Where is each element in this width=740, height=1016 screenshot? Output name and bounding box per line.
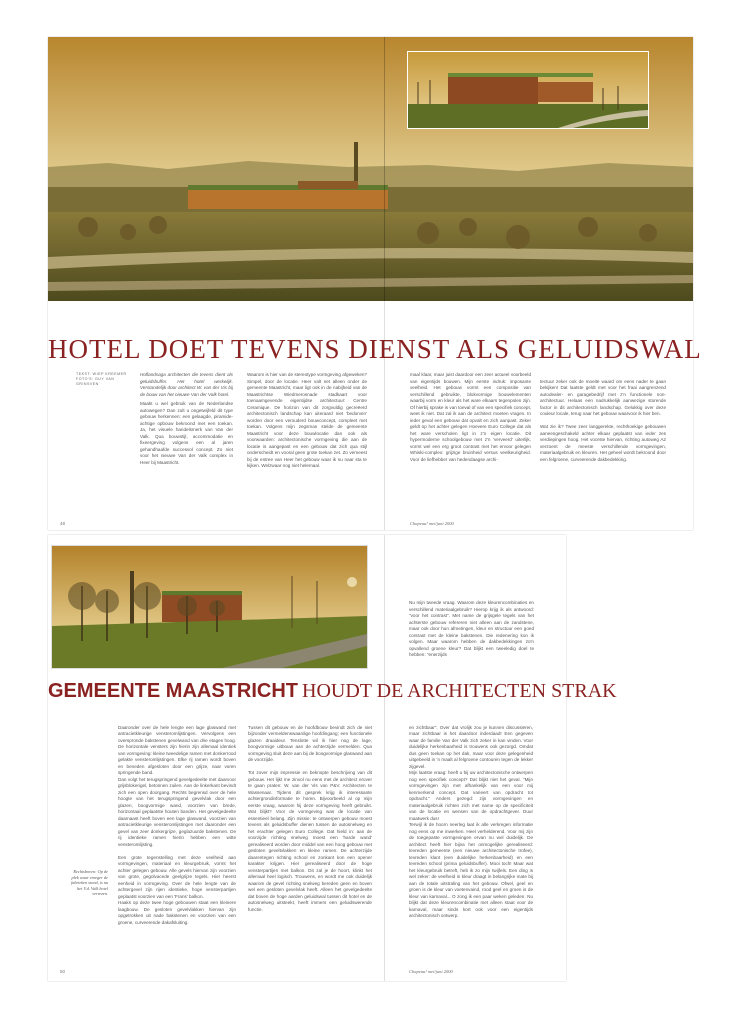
road-hotel-photo [51, 545, 368, 669]
page-number-left: 48 [60, 521, 66, 526]
text-column-c [409, 718, 533, 963]
hotel-inset-photo [407, 51, 649, 129]
paragraph: maal klaar, maar juist daardoor een zeer actueel voorbeeld van eigentijds bouwen. Mijn eerste indruk: imposante veelheid. Het gebouw vormt een compositie van verschillend gebruikte, blokvormige bouwelementen waarbij vorm en kleur als het ware elkaars tegenpolen zijn. Of hierbij sprake is van toeval of van een specifiek concept, weet ik niet. Dat zal ik aan de architect moeten vragen. In ieder geval een gebouw dat opvalt en zich aanpast. Zeker geldt op het achter gelegen Hoevere Euro College dat als het ware verscholen ligt in z'n eigen locatie. Dit hypermoderne schoolgebouw met z'n 'verveerd' uiterlijk, vormt wel een erg groot contrast met het ervoor gelegen Whiski-complex: grijzige bruinheid versus veelkeurigheid. Voor de liefhebber van hedendaagse archi- [410, 372, 531, 462]
page-footer-2: Chapeau! mei/juni 2000 [409, 969, 453, 974]
credits [76, 372, 131, 387]
paragraph: Waarom is hier van de stereotype vormgeving afgeweken? Simpel, door de locatie. Heer valt net alleen onder de gemeente Maastricht, maar ligt ook in de nabijheid van de Maastrichtse Wiedmerosnade stadkaart voor toenaamgevende eigentijdse architectuur: Centre Ceramique. De horizon van dit zorgvuldig gecreëerd architectonisch landschap kan uiteraard niet 'bedorven' worden door een verouderd bouwconcept, compleet met toekan. Volgens mijn zegsman stelde de gemeente Maastricht voor deze bouwlocatie dan ook als voorwaarden: architectonische vormgeving die aan de locatie is aangepast en een gebouw dat zich qua stijl onderscheidt en vooral geen grote toekan zet. Zo verneest bij de entree van Heer het gebouw waar ik nu naar sta te kijken. Welzwaar nog niet helemaal. [247, 372, 367, 468]
text-column-2 [247, 372, 367, 522]
page-footer: Chapeau! mei/juni 2000 [410, 521, 454, 526]
paragraph: Daaronder over de hele lengte een lage glaswand met antracietkleurige vensteromlijstingen. Vervolgens een overspronde bakstenen gevelwand van drie etages hoog. De horizontale vensters zijn hierin zijn allemaal identiek van vormgeving: kleine tweedelige ramen met donkerrood gelakte vensteromlijstingen. Elke rij ramen wordt boven en beneden afgesloten door een grijze, naar voren springende band. Dan volgt het terugspringend gevelgedeelte met daarvoor grijsblokerigel, betonnen zuilen. Aan de linkerkant bevindt zich een open doorgang. Rechts begrensd over de hele hoogte van het terugspringend gevelvlak door een glazen, boogvormige wand, voorzien van brede, horizontaal geplaatste houten banden. Het gevelgedeelte daarnaast heeft boven een lage glaswand, voorzien van antracietkleurige vensteromlijstingen met daaronder een gevel van zeer donkergrijze, geglazuurde bakstenen. De rij identieke ramen hierin hebben een witte vensteromlijsting. Een grote tegenstelling met deze veelheid aan vormgevingen, materiaal en kleurgebruik, vormt het achter gelegen gebouw. Alle gevels hiervan zijn voorzien van grote, gegolvacede geelgrijze tegels. Hier heerst eenheid in vormgeving. Over de hele lengte van de achtergevel zijn rijen identieke, hoge vensterpartijen geplaatst voorzien van een 'Frans' balkon. Haaks op deze twee hoge gebouwen staat een kleinere laagbouw. De gesloten gevelvlakken hiervan zijn opgetrokken uit nade bakstenen en voorzien van een groene, curveerende dakafsluiting. [118, 724, 236, 925]
text-column-b [248, 718, 372, 963]
road-hotel-image [52, 546, 367, 668]
intro-paragraph: Hoflandsaga architecten die tevens dient als geluidsbuffer. Het hotel werkelijk. Verstandelijk door architect W. van der Vis bij de bouw van het nieuwe Van der Valk hotel. [140, 372, 233, 397]
paragraph: en zichtbaar". Over dat vrolijk zou je kunnen discussiëren, maar zichtbaar is het daardoor inderdaad! Een gegeven waar de familie Van der Valk zich zeker in kan vinden. Voor duidelijke herkenbaarheid is trouwens ook gezorgd. Omdat dus geen toekan op het dak, maar voor deze gelegenheid uitgebeeld in 'n maalt al felgroene contouren tegen de lekker zijgevel. Mijn laatste vraag: heeft u bij uw architectonische ontwerpen nog een specifiek concept? Dat blijkt niet het geval. "Mijn vormgevingen zijn met afhankelijk van een voor mij kenmerkend concept. Dat varieert van opdracht tot opdracht." Anders gezegd: zijn vormgevingen en materiaalgebruik richten zich met name op de specificiteit van de locatie en wensen van de opdrachtgever. Duur maatwerk dus! Terwijl ik de hoorn neerleg laat ik alle verkregen informatie nog eens op me inwerken. Heel verhelderend. Voor mij zijn de toegepaste vormgevingen ervan nu wel duidelijk. De architect heeft hier bijna het onmogelijke gerealiseerd: tevreden gemeente (een nieuwe architectonische trofee), tevreden klant (een duidelijke herkenbaarheid) en een tevreden school (prima geluidsbuffer). Mooi toch! Maar wat het kleurgebruik betreft, heb ik zo mijn twijfels. Een ding is wel zeker: de veelheid in kleur draagt in belangrijke mate bij aan de totale uitstraling van het gebouw. Ofwel, geel en groen is de kleur van voetenvaind, rood geel en groen is de kleur van karnaval... O zong ik een paar weken geleden. Nu blijkt dat deze kleurencombinatie met alleen staat voor de karnaval, maar sinds kort ook voor een eigentijds architectonisch ontwerp. [409, 724, 533, 918]
paragraph: Maakt u wel gebruik van de Nederlandse autowegen? Dan zult u ongetwijfeld dit type gebouw herkennen: een gelaagde, piramide-achtige opbouw bekroond met een toekan. Ja, het visuele handelsmerk van Van der Valk. Qua bouwstijl, accommodatie en fixeergeving volgens een al jaren gehandhaafde succesvol concept. Zo niet voor het nieuwe Van der Valk complex in Heer bij Maastricht. [140, 401, 233, 465]
magazine-spread-top [48, 37, 702, 530]
text-column-top-right [409, 600, 534, 680]
magazine-spread-bottom [48, 535, 617, 981]
page-number-left-2: 50 [60, 969, 66, 974]
headline-light: HOUDT DE ARCHITECTEN STRAK [302, 680, 617, 702]
hotel-inset-image [408, 52, 648, 128]
text-column-3 [410, 372, 531, 522]
photo-caption: Rechtsboven: Op de plek waar vroeger de fabrieken stond, is nu het V.d. Valk hotel verrezen. [71, 869, 108, 896]
headline-bold: GEMEENTE MAASTRICHT [48, 680, 298, 702]
credit-text: TEKST: WIEP KREEMER [76, 372, 127, 376]
paragraph: Tussen dit gebouw en de hoofdbouw bevindt zich de niet bijzonder vermeldenswaardige hoofdingang; een functionele glazen draaideur. Tenslotte wil ik hier nog de lage, boogvormige uitbouw aan de achterzijde vermelden. Qua vormgeving sluit deze aan bij de boogvormige glaswand aan de voorzijde. Tot zover mijn impressie en beknopte beschrijving van dit gebouw. Het lijkt me zinvol nu eens met de architect erover te gaan praten: W. van der Vis van P&V. Architecten te Wassenaar. Tijdens dit gesprek krijg ik interessante achtergrondinformatie te horen. Bijvoorbeeld al op mijn eerste vraag, waarom hij deze vormgeving heeft gebruikt. Wat blijkt? Voor de vormgeving was de locatie van essentieel belang. Zijn missie: te ontwerpen gebouw moest tevens als geluidsbuffer dienen tussen de autosnelweg en het erachter gelegen Euro College. Dat hield in: aan de voorzijde richting snelweg moest een 'harde wand' gerealiseerd worden door middel van een hoog gebouw met gesloten geveltvlakken en kleine ramen. De achterzijde daarentegen richting school en zonkant kon een opener karakter krijgen. Hier gerealiseerd door de hoge vensterpartijen met balkon. Dit zal je de hoort, klinkt het allemaal heel logisch. Trouwens, en wordt me ook duidelijk waarom de gevel richting snelweg bereden geen en boven wel een gesloten gevelvlak heeft. Alleen het gevelgedeelte dat boven de hoge aarden geluidswal tussen dit hotel en de autosnelweg uitsteekt, heeft immers een geluidswerende functie. [248, 724, 372, 912]
paragraph: Nu mijn tweede vraag. Waarom deze kleurencombinaties en verschillend materiaalgebruik? Hierop krijg ik als antwoord: "voor het contrast". Met name de grijsgele tegels van het achterste gebouw refereren niet alleen aan de zandstene, maar ook door hun afmetingen, kleur en structuur een goed contrast met de kleine bakstenen. Die redenering kon ik volgen. Maar waarom hebben de dakbedekkingen zo'n opvallend groene kleur? Dat blijkt een tweeledig doel te hebben: "enerzijds [409, 600, 534, 657]
text-column-4 [540, 372, 666, 522]
paragraph: tectuur zeker ook de moeite waard om eens nader te gaan bekijken! Dat laatste geldt met voor het fraai aangrenzend autodealer- en garagebedrijf met z'n functionele non-architectuur. Helaas een nadrukkelijk aanwezige storende factor in dit architectonisch landschap. Gelukkig over deze couleur locale, terug naar het gebouw waarvoor ik hier ben. Wat zie ik? Twee zeer langgerekte, rechthoekige gebouwen aaneengeschakeld achter elkaar geplaatst van ieder zes verdiepingen hoog. Het voorste hiervan, richting autoweg A2 verzoent de meeste verschillende vormgevingen, materiaalgebruik en kleuren. Het geheel wordt bekroond door een felgroene, curveerende dakbedekking. [540, 378, 666, 462]
text-column-a [118, 718, 236, 963]
text-column-1 [140, 372, 233, 522]
credit-photo: FOTO'S: GUY VAN GRINSVEN [76, 377, 115, 386]
article-headline-2 [48, 680, 617, 703]
article-headline: HOTEL DOET TEVENS DIENST ALS GELUIDSWAL [48, 334, 702, 364]
